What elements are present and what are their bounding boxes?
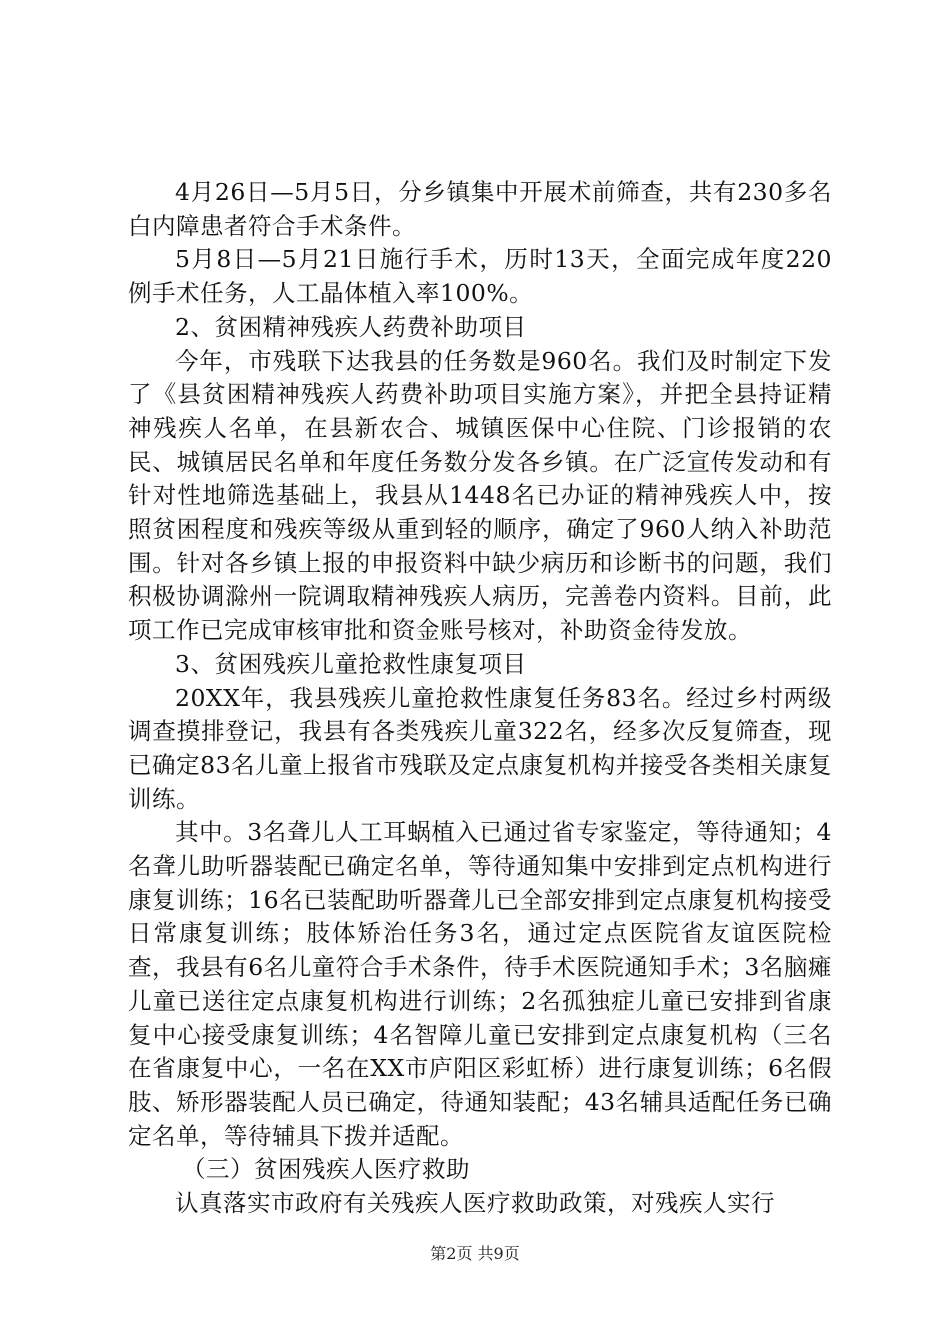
paragraph-surgery: 5月8日—5月21日施行手术，历时13天，全面完成年度220例手术任务，人工晶体植入率100%。 <box>128 245 832 308</box>
page-number-footer: 第2页 共9页 <box>430 1244 520 1263</box>
section-heading-medical-aid: （三）贫困残疾人医疗救助 <box>182 1155 471 1184</box>
paragraph-mental-drug-subsidy: 今年，市残联下达我县的任务数是960名。我们及时制定下发了《县贫困精神残疾人药费补助项目实施方案》，并把全县持证精神残疾人名单，在县新农合、城镇医保中心住院、门诊报销的农民、城镇居民名单和年度任务数分发各乡镇。在广泛宣传发动和有针对性地筛选基础上，我县从1448名已办证的精神残疾人中，按照贫困程度和残疾等级从重到轻的顺序，确定了960人纳入补助范围。针对各乡镇上报的申报资料中缺少病历和诊断书的问题，我们积极协调滁州一院调取精神残疾人病历，完善卷内资料。目前，此项工作已完成审核审批和资金账号核对，补助资金待发放。 <box>128 346 832 645</box>
paragraph-child-rehab-details: 其中。3名聋儿人工耳蜗植入已通过省专家鉴定，等待通知；4名聋儿助听器装配已确定名单，等待通知集中安排到定点机构进行康复训练；16名已装配助听器聋儿已全部安排到定点康复机构接受日常康复训练；肢体矫治任务3名，通过定点医院省友谊医院检查，我县有6名儿童符合手术条件，待手术医院通知手术；3名脑瘫儿童已送往定点康复机构进行训练；2名孤独症儿童已安排到省康复中心接受康复训练；4名智障儿童已安排到定点康复机构（三名在省康复中心，一名在XX市庐阳区彩虹桥）进行康复训练；6名假肢、矫形器装配人员已确定，待通知装配；43名辅具适配任务已确定名单，等待辅具下拨并适配。 <box>128 818 832 1150</box>
document-body <box>128 176 832 1221</box>
paragraph-medical-aid: 认真落实市政府有关残疾人医疗救助政策，对残疾人实行 <box>175 1189 775 1218</box>
paragraph-child-rehab: 20XX年，我县残疾儿童抢救性康复任务83名。经过乡村两级调查摸排登记，我县有各类残疾儿童322名，经多次反复筛查，现已确定83名儿童上报省市残联及定点康复机构并接受各类相关康复训练。 <box>128 683 832 813</box>
section-heading-child-rehab: 3、贫困残疾儿童抢救性康复项目 <box>175 649 527 678</box>
paragraph-screening: 4月26日—5月5日，分乡镇集中开展术前筛查，共有230多名白内障患者符合手术条件。 <box>128 178 832 240</box>
section-heading-mental-drug-subsidy: 2、贫困精神残疾人药费补助项目 <box>175 312 527 341</box>
